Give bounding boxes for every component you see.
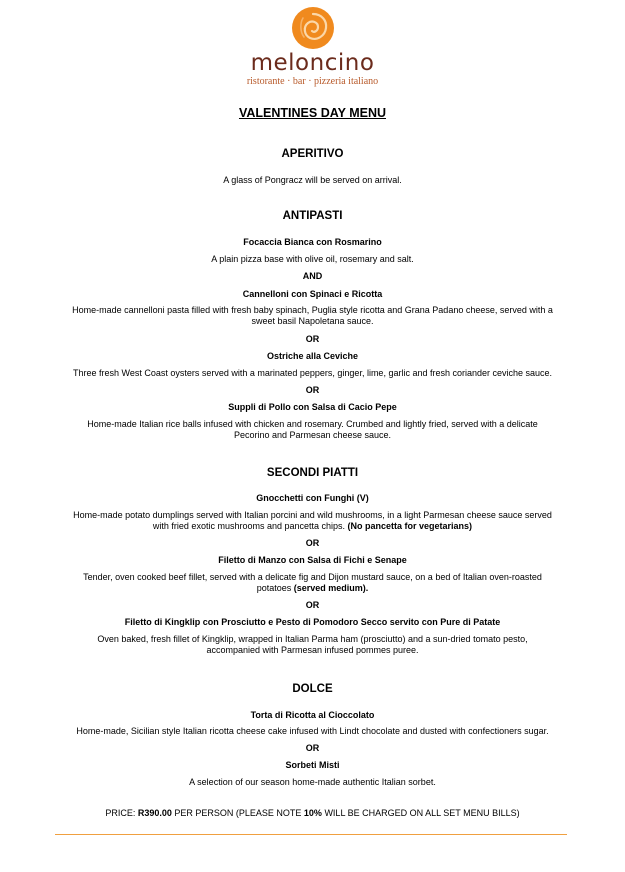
restaurant-logo [0,6,625,88]
brand-tagline: ristorante · bar · pizzeria italiano [246,76,379,87]
dish-description: Home-made cannelloni pasta filled with fresh baby spinach, Puglia style ricotta and Grana Padano cheese, served with a [72,305,553,315]
swirl-logo-icon [291,6,335,50]
price-note: PER PERSON (PLEASE NOTE [171,808,304,818]
section-dolce-heading: DOLCE [292,683,333,695]
dish-description: Home-made Italian rice balls infused with chicken and rosemary. Crumbed and lightly fried, served with a delicate [87,419,538,429]
brand-name: meloncino [250,50,375,76]
menu-title: VALENTINES DAY MENU [238,106,386,120]
dish-name: Ostriche alla Ceviche [266,351,359,361]
connector-and: AND [302,271,323,281]
dish-description: A plain pizza base with olive oil, rosemary and salt. [211,254,414,264]
dish-description-text: potatoes [256,583,292,593]
section-antipasti-heading: ANTIPASTI [282,210,343,222]
dish-description: Three fresh West Coast oysters served with a marinated peppers, ginger, lime, garlic and fresh coriander ceviche sauce. [72,368,553,378]
price-line [0,808,625,818]
price-label: PRICE: [105,808,138,818]
dish-name: Filetto di Manzo con Salsa di Fichi e Senape [218,555,407,565]
aperitivo-text: A glass of Pongracz will be served on arrival. [223,175,402,185]
dish-name: Sorbeti Misti [285,760,340,770]
dish-description [0,583,625,594]
price-amount: R390.00 [137,808,172,818]
dish-description: Home-made potato dumplings served with Italian porcini and wild mushrooms, in a light Parmesan cheese sauce served [73,510,552,520]
dish-description: A selection of our season home-made authentic Italian sorbet. [189,777,436,787]
connector-or: OR [305,743,320,753]
dish-description [0,521,625,532]
dish-note: (served medium) [293,583,366,593]
section-aperitivo-heading: APERITIVO [281,148,344,160]
dish-description: Home-made, Sicilian style Italian ricotta cheese cake infused with Lindt chocolate and dusted with confectioners sugar. [76,726,549,736]
dish-name: Torta di Ricotta al Cioccolato [250,710,375,720]
dish-note: (No pancetta for vegetarians) [347,521,473,531]
dish-description: accompanied with Parmesan infused pommes puree. [206,645,419,655]
price-note-end: WILL BE CHARGED ON ALL SET MENU BILLS) [321,808,520,818]
dish-description: sweet basil Napoletana sauce. [251,316,374,326]
dish-description-text: with fried exotic mushrooms and pancetta chips. [152,521,346,531]
dish-description: Tender, oven cooked beef fillet, served with a delicate fig and Dijon mustard sauce, on a bed of Italian oven-roasted [83,572,542,582]
dish-name: Filetto di Kingklip con Prosciutto e Pesto di Pomodoro Secco servito con Pure di Patate [124,617,501,627]
section-secondi-heading: SECONDI PIATTI [266,467,359,479]
connector-or: OR [305,334,320,344]
dish-name: Suppli di Pollo con Salsa di Cacio Pepe [228,402,397,412]
dish-note-end: . [365,583,369,593]
connector-or: OR [305,538,320,548]
connector-or: OR [305,385,320,395]
dish-description: Pecorino and Parmesan cheese sauce. [233,430,392,440]
dish-name: Gnocchetti con Funghi (V) [256,493,369,503]
dish-name: Cannelloni con Spinaci e Ricotta [242,289,383,299]
dish-name: Focaccia Bianca con Rosmarino [243,237,382,247]
connector-or: OR [305,600,320,610]
footer-divider [55,834,567,835]
price-percent: 10% [303,808,322,818]
dish-description: Oven baked, fresh fillet of Kingklip, wrapped in Italian Parma ham (prosciutto) and a sun-dried tomato pesto, [97,634,528,644]
